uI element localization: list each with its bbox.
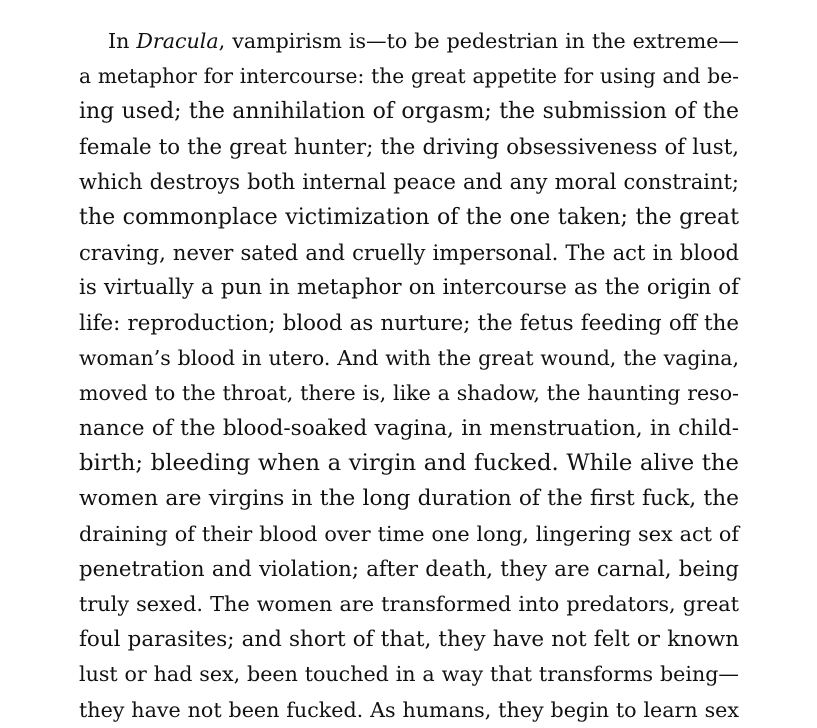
line-lead: In [108,29,137,53]
text-line: they have not been fucked. As humans, they begin to learn sex [79,697,739,722]
text-line: penetration and violation; after death, they are carnal, being [79,556,739,582]
text-line: female to the great hunter; the driving obsessiveness of lust, [79,134,739,160]
text-line: craving, never sated and cruelly impersonal. The act in blood [79,240,739,266]
text-line: the commonplace victimization of the one taken; the great [79,203,739,230]
text-line: moved to the throat, there is, like a shadow, the haunting reso- [79,380,739,405]
text-line: is virtually a pun in metaphor on intercourse as the origin of [79,275,739,301]
text-line: lust or had sex, been touched in a way that transforms being— [79,662,739,687]
body-paragraph [79,24,739,728]
text-line: ing used; the annihilation of orgasm; the submission of the [79,99,739,125]
text-line [79,24,739,59]
text-line: life: reproduction; blood as nurture; the fetus feeding off the [79,310,739,336]
text-line: nance of the blood-soaked vagina, in menstruation, in child- [79,416,739,442]
text-line: a metaphor for intercourse: the great appetite for using and be- [79,64,739,89]
text-line: draining of their blood over time one long, lingering sex act of [79,521,739,546]
text-line: truly sexed. The women are transformed into predators, great [79,592,739,616]
text-line: women are virgins in the long duration of the first fuck, the [79,486,739,512]
book-title-italic: Dracula [136,29,219,53]
text-line: woman’s blood in utero. And with the great wound, the vagina, [79,345,739,370]
text-line: which destroys both internal peace and any moral constraint; [79,169,739,194]
line-rest: , vampirism is—to be pedestrian in the extreme— [218,29,739,53]
text-line: birth; bleeding when a virgin and fucked. While alive the [79,450,739,477]
text-line: foul parasites; and short of that, they have not felt or known [79,627,739,653]
